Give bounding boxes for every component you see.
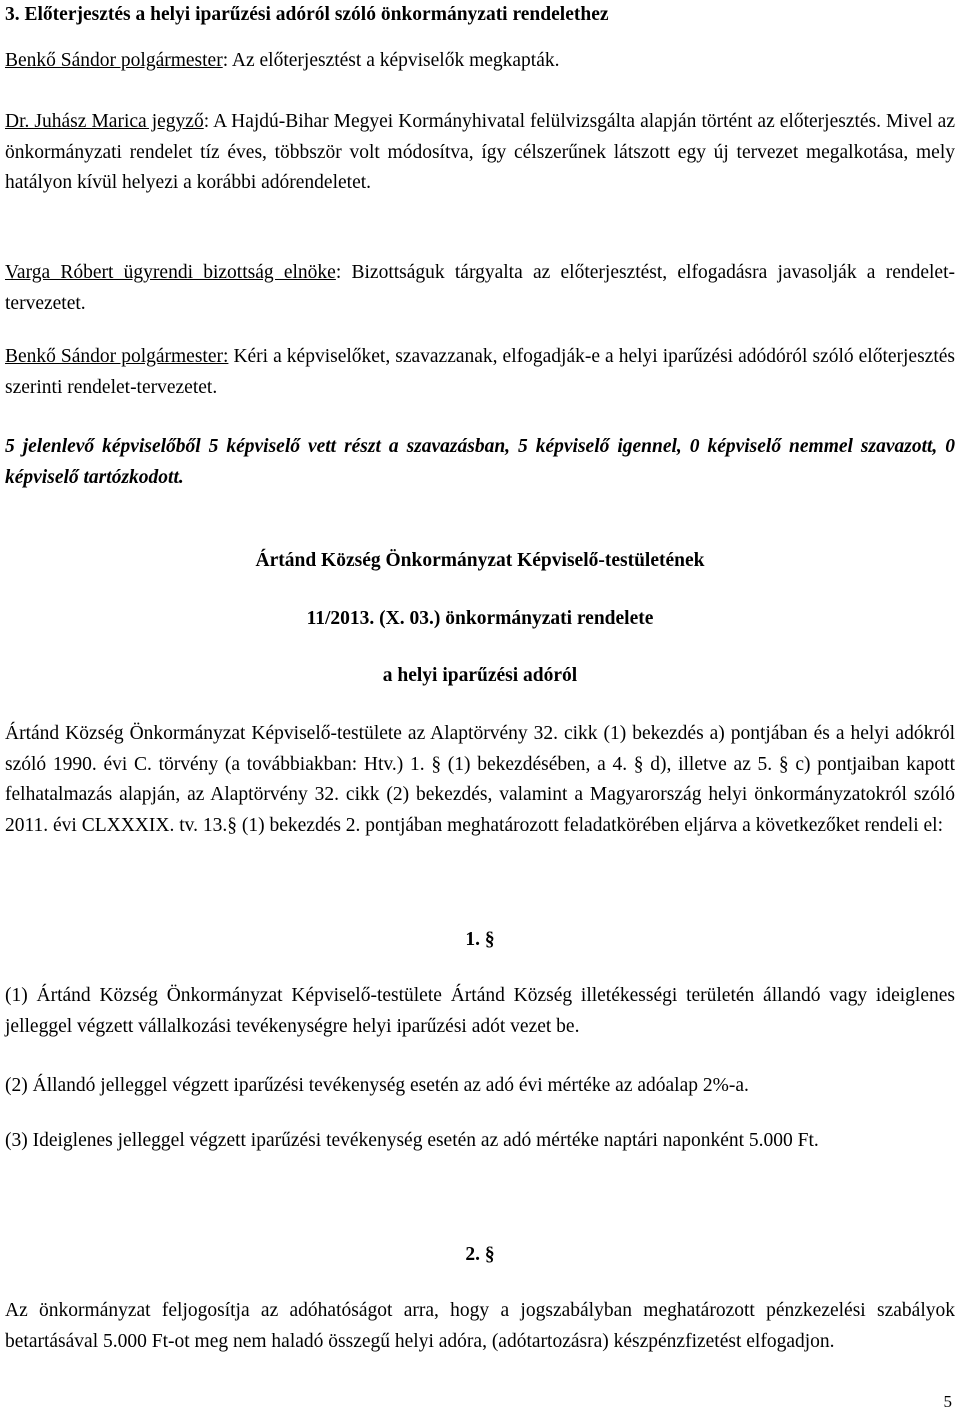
speaker-name: Benkő Sándor polgármester bbox=[5, 50, 223, 71]
paragraph-mayor-intro bbox=[5, 46, 955, 77]
section-1-title: 1. § bbox=[465, 929, 495, 950]
decree-issuer: Ártánd Község Önkormányzat Képviselő-testületének bbox=[255, 550, 705, 571]
decree-preamble: Ártánd Község Önkormányzat Képviselő-testülete az Alaptörvény 32. cikk (1) bekezdés a) pontjában és a helyi adókról szóló 1990. évi C. törvény (a továbbiakban: Htv.) 1. § (1) bekezdésében, a 4. § d), illetve az 5. § c) pontjaiban kapott felhatalmazás alapján, az Alaptörvény 32. cikk (2) bekezdés, valamint a Magyarország helyi önkormányzatokról szóló 2011. évi CLXXXIX. tv. 13.§ (1) bekezdés 2. pontjában meghatározott feladatkörében eljárva a következőket rendeli el: bbox=[5, 723, 955, 836]
paragraph-committee bbox=[5, 258, 955, 319]
speaker-name: Benkő Sándor polgármester: bbox=[5, 346, 229, 367]
paragraph-mayor-vote-call bbox=[5, 342, 955, 403]
speech-text: : Bizottságuk tárgyalta az előterjesztést, elfogadásra javasolják a rendelet-tervezetet. bbox=[5, 262, 955, 314]
speech-text: : Az előterjesztést a képviselők megkapták. bbox=[222, 50, 560, 71]
vote-result: 5 jelenlevő képviselőből 5 képviselő vett részt a szavazásban, 5 képviselő igennel, 0 képviselő nemmel szavazott, 0 képviselő tartózkodott. bbox=[5, 436, 955, 488]
decree-number: 11/2013. (X. 03.) önkormányzati rendelete bbox=[306, 608, 654, 629]
section-2-paragraph-1: Az önkormányzat feljogosítja az adóhatóságot arra, hogy a jogszabályban meghatározott pénzkezelési szabályok betartásával 5.000 Ft-ot meg nem haladó összegű helyi adóra, (adótartozásra) készpénzfizetést elfogadjon. bbox=[5, 1300, 955, 1352]
section-1-paragraph-2: (2) Állandó jelleggel végzett iparűzési tevékenység esetén az adó évi mértéke az adóalap 2%-a. bbox=[5, 1075, 749, 1096]
agenda-heading: 3. Előterjesztés a helyi iparűzési adóról szóló önkormányzati rendelethez bbox=[5, 4, 609, 25]
speaker-name: Varga Róbert ügyrendi bizottság elnöke bbox=[5, 262, 336, 283]
section-2-title: 2. § bbox=[465, 1244, 495, 1265]
section-1-paragraph-1: (1) Ártánd Község Önkormányzat Képviselő-testülete Ártánd Község illetékességi területén állandó vagy ideiglenes jelleggel végzett vállalkozási tevékenységre helyi iparűzési adót vezet be. bbox=[5, 985, 955, 1037]
speech-text: : A Hajdú-Bihar Megyei Kormányhivatal felülvizsgálta alapján történt az előterjesztés. Mivel az önkormányzati rendelet tíz éves, többször volt módosítva, így célszerűnek látszott egy új tervezet megalkotása, mely hatályon kívül helyezi a korábbi adórendeletet. bbox=[5, 111, 955, 193]
paragraph-notary bbox=[5, 107, 955, 199]
page-number: 5 bbox=[943, 1392, 952, 1411]
speech-text: Kéri a képviselőket, szavazzanak, elfogadják-e a helyi iparűzési adódóról szóló előterjesztés szerinti rendelet-tervezetet. bbox=[5, 346, 955, 398]
section-1-paragraph-3: (3) Ideiglenes jelleggel végzett iparűzési tevékenység esetén az adó mértéke naptári naponként 5.000 Ft. bbox=[5, 1130, 819, 1151]
decree-subject: a helyi iparűzési adóról bbox=[382, 665, 578, 686]
speaker-name: Dr. Juhász Marica jegyző bbox=[5, 111, 204, 132]
